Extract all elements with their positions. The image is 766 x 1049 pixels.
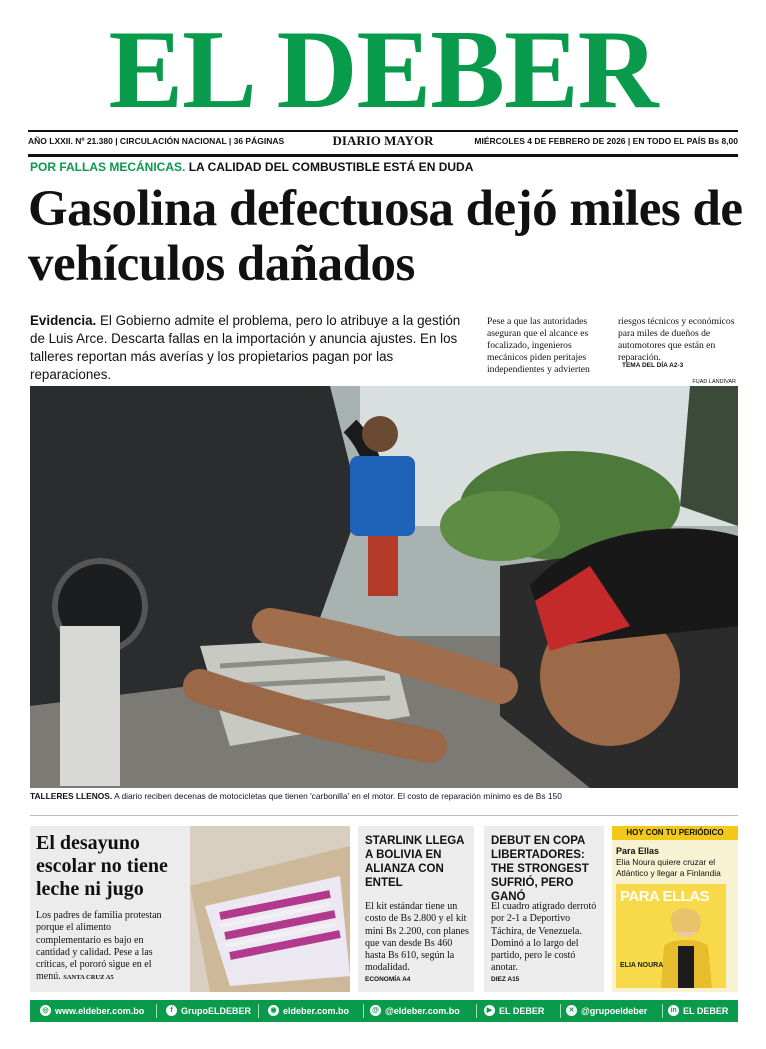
teaser-starlink[interactable] xyxy=(358,826,474,992)
edition-info-bar xyxy=(28,130,738,157)
lead-deck xyxy=(30,312,478,384)
lead-column-3: riesgos técnicos y económicos para miles de dueños de automotores que están en reparación. xyxy=(618,316,735,363)
promo-title: Para Ellas xyxy=(616,846,660,856)
teaser-title: DEBUT EN COPA LIBERTADORES: THE STRONGEST SUFRIÓ, PERO GANÓ xyxy=(491,835,589,903)
teaser-libertadores[interactable] xyxy=(484,826,604,992)
cover-name: ELIA NOURA xyxy=(620,962,664,969)
teaser-body: Los padres de familia protestan porque el alimento complementario es bajo en cantidad y calidad. Pese a las críticas, el pororó sigue en el menú. xyxy=(36,910,162,983)
teaser-title: El desayuno escolar no tiene leche ni jugo xyxy=(36,832,168,900)
photo-credit: FUAD LANDÍVAR xyxy=(692,379,736,385)
date-price xyxy=(474,136,738,146)
kicker-text: LA CALIDAD DEL COMBUSTIBLE ESTÁ EN DUDA xyxy=(188,160,474,174)
edition-number: AÑO LXXII. Nº 21.380 | CIRCULACIÓN NACIONAL | 36 PÁGINAS xyxy=(28,136,285,146)
caption-lead: TALLERES LLENOS. xyxy=(30,791,113,801)
teaser-text xyxy=(36,910,178,985)
kicker-label: POR FALLAS MECÁNICAS. xyxy=(30,160,186,174)
teaser-ref[interactable]: ECONOMÍA A4 xyxy=(365,976,411,983)
lead-photo[interactable] xyxy=(30,386,738,788)
lead-kicker xyxy=(30,160,473,174)
page-reference[interactable]: TEMA DEL DÍA A2-3 xyxy=(622,362,684,369)
lead-column-2: Pese a que las autoridades aseguran que el alcance es focalizado, ingenieros mecánicos piden peritajes independientes y advierten xyxy=(487,316,590,375)
footer-label: eldeber.com.bo xyxy=(283,1005,350,1016)
cover-title: PARA ELLAS xyxy=(620,888,710,905)
footer-label: GrupoELDEBER xyxy=(181,1005,252,1016)
footer-separator xyxy=(476,1004,477,1018)
footer-separator xyxy=(662,1004,663,1018)
edition-date: MIÉRCOLES 4 DE FEBRERO DE 2026 | xyxy=(474,136,631,146)
footer-label: @grupoeldeber xyxy=(581,1005,648,1016)
teaser-ref[interactable]: DIEZ A15 xyxy=(491,976,520,983)
footer-label: EL DEBER xyxy=(499,1005,545,1016)
tagline: DIARIO MAYOR xyxy=(332,133,434,148)
teaser-text: El kit estándar tiene un costo de Bs 2.800 y el kit mini Bs 2.200, con planes que van desde Bs 460 hasta Bs 610, según la modalidad. xyxy=(365,901,469,974)
footer-separator xyxy=(363,1004,364,1018)
footer-label: EL DEBER xyxy=(683,1005,729,1016)
globe-icon: ◎ xyxy=(40,1005,51,1016)
teaser-text: El cuadro atigrado derrotó por 2-1 a Deportivo Táchira, de Venezuela. Dominó a lo largo del partido, pero le costó anotar. xyxy=(491,901,597,974)
footer-separator xyxy=(560,1004,561,1018)
teaser-breakfast[interactable] xyxy=(30,826,350,992)
footer-separator xyxy=(156,1004,157,1018)
footer-web-link[interactable] xyxy=(40,1005,144,1016)
footer-instagram-link[interactable] xyxy=(268,1005,349,1016)
price: EN TODO EL PAÍS Bs 8,00 xyxy=(632,136,738,146)
masthead-logo: EL DEBER xyxy=(108,8,658,132)
footer-linkedin-link[interactable] xyxy=(668,1005,728,1016)
footer-facebook-link[interactable] xyxy=(166,1005,251,1016)
photo-caption xyxy=(30,791,738,801)
promo-header: HOY CON TU PERIÓDICO xyxy=(612,826,738,840)
footer-youtube-link[interactable] xyxy=(484,1005,544,1016)
divider xyxy=(30,815,738,816)
x-icon: ✕ xyxy=(566,1005,577,1016)
linkedin-icon: in xyxy=(668,1005,679,1016)
footer-separator xyxy=(258,1004,259,1018)
youtube-icon: ▶ xyxy=(484,1005,495,1016)
lead-headline[interactable]: Gasolina defectuosa dejó miles de vehículos dañados xyxy=(28,181,743,292)
instagram-icon: ◉ xyxy=(268,1005,279,1016)
footer-social-bar xyxy=(30,1000,738,1022)
footer-label: @eldeber.com.bo xyxy=(385,1005,460,1016)
deck-text: El Gobierno admite el problema, pero lo atribuye a la gestión de Luis Arce. Descarta fallas en la importación y anuncia ajustes. En los talleres reportan más averías y los propietarios pagan por las reparaciones. xyxy=(30,313,461,382)
promo-text: Elia Noura quiere cruzar el Atlántico y llegar a Finlandia xyxy=(616,857,721,878)
teaser-para-ellas[interactable] xyxy=(612,826,738,992)
footer-label: www.eldeber.com.bo xyxy=(55,1005,145,1016)
teaser-title: STARLINK LLEGA A BOLIVIA EN ALIANZA CON ENTEL xyxy=(365,835,465,889)
caption-text: A diario reciben decenas de motocicletas que tienen 'carbonilla' en el motor. El costo de reparación mínimo es de Bs 150 xyxy=(114,791,562,801)
teaser-ref[interactable]: SANTA CRUZ A5 xyxy=(63,974,114,982)
mechanic-motorcycle-photo xyxy=(30,386,738,788)
facebook-icon: f xyxy=(166,1005,177,1016)
deck-lead-word: Evidencia. xyxy=(30,313,97,328)
footer-threads-link[interactable] xyxy=(370,1005,460,1016)
cover-portrait xyxy=(616,884,726,988)
footer-x-link[interactable] xyxy=(566,1005,647,1016)
threads-icon: @ xyxy=(370,1005,381,1016)
magazine-cover[interactable] xyxy=(616,884,726,988)
